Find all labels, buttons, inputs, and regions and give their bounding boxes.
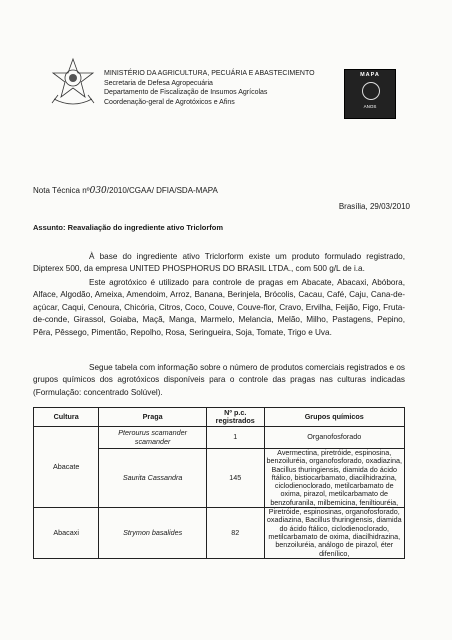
subject-line: Assunto: Reavaliação do ingrediente ativo Triclorfom: [33, 223, 224, 232]
cell-grupos: Organofosforado: [264, 427, 405, 449]
cell-praga: Pterourus scamander scamander: [99, 427, 207, 449]
header-praga: Praga: [99, 408, 207, 427]
cell-grupos: Piretróide, espinosinas, organofosforado, oxadiazina, Bacillus thuringiensis, diamida do ácido ftálico, ciclodienoclorado, metilcarbamato de oxima, diacilhidrazina, benzoiluréia, análogo de pirazol, éter difenílico,: [264, 508, 405, 559]
coordination-name: Coordenação-geral de Agrotóxicos e Afins: [104, 98, 235, 106]
table-header-row: [34, 408, 405, 427]
pest-table: [33, 407, 405, 559]
cell-num: 1: [206, 427, 264, 449]
table-row: [34, 427, 405, 449]
ministry-name: MINISTÉRIO DA AGRICULTURA, PECUÁRIA E ABASTECIMENTO: [104, 70, 315, 77]
nota-prefix: Nota Técnica nº: [33, 186, 90, 195]
cell-praga: Saurita Cassandra: [99, 449, 207, 508]
header-num-registrados: Nº p.c. registrados: [206, 408, 264, 427]
paragraph-3: Segue tabela com informação sobre o número de produtos comerciais registrados e os grupos químicos dos agrotóxicos disponíveis para o controle das pragas nas culturas indicadas (Formulação: concentrado Solúvel).: [33, 363, 405, 397]
nota-number-handwritten: 030: [89, 186, 107, 196]
header-cultura: Cultura: [34, 408, 99, 427]
nota-tecnica-line: [33, 186, 218, 196]
department-name: Departamento de Fiscalização de Insumos Agrícolas: [104, 89, 268, 97]
cell-num: 145: [206, 449, 264, 508]
header-grupos-quimicos: Grupos químicos: [264, 408, 405, 427]
seal-icon: [362, 82, 380, 100]
cell-cultura: Abacate: [34, 427, 99, 508]
cell-cultura: Abacaxi: [34, 508, 99, 559]
cell-praga: Strymon basalides: [99, 508, 207, 559]
cell-grupos: Avermectina, piretróide, espinosina, benzoiluréia, organofosforado, oxadiazina, Bacillus thuringiensis, diamida do ácido ftálico, bistiocarbamato, diacilhidrazina, ciclodienoclorado, metilcarbamato de oxima, pirazol, metilcarbamato de benzofuranila, milbemicina, feniltiouréia,: [264, 449, 405, 508]
mapa-logo: [344, 69, 396, 119]
logo-years: ANOS: [363, 104, 377, 109]
secretariat-name: Secretaria de Defesa Agropecuária: [104, 79, 213, 87]
paragraph-2: Este agrotóxico é utilizado para controle de pragas em Abacate, Abacaxi, Abóbora, Alface, Algodão, Ameixa, Amendoim, Arroz, Banana, Berinjela, Brócolis, Cacau, Café, Caju, Cana-de-açúcar, Caqui, Cenoura, Chicória, Citros, Coco, Couve, Couve-flor, Cravo, Ervilha, Feijão, Figo, Fruta-de-conde, Girassol, Goiaba, Maçã, Manga, Marmelo, Melancia, Melão, Milho, Pastagens, Pepino, Pêra, Pêssego, Pimentão, Repolho, Rosa, Seringueira, Soja, Tomate, Trigo e Uva.: [33, 278, 405, 337]
letterhead: [104, 69, 315, 107]
cell-num: 82: [206, 508, 264, 559]
table-row: [34, 508, 405, 559]
place-date: Brasília, 29/03/2010: [338, 202, 410, 211]
logo-text: MAPA: [360, 72, 380, 78]
coat-of-arms-icon: [48, 57, 98, 109]
nota-suffix: /2010/CGAA/ DFIA/SDA-MAPA: [106, 186, 218, 195]
paragraph-1: À base do ingrediente ativo Triclorform existe um produto formulado registrado, Dipterex 500, da empresa UNITED PHOSPHORUS DO BRASIL LTDA., com 500 g/L de i.a.: [33, 252, 405, 274]
